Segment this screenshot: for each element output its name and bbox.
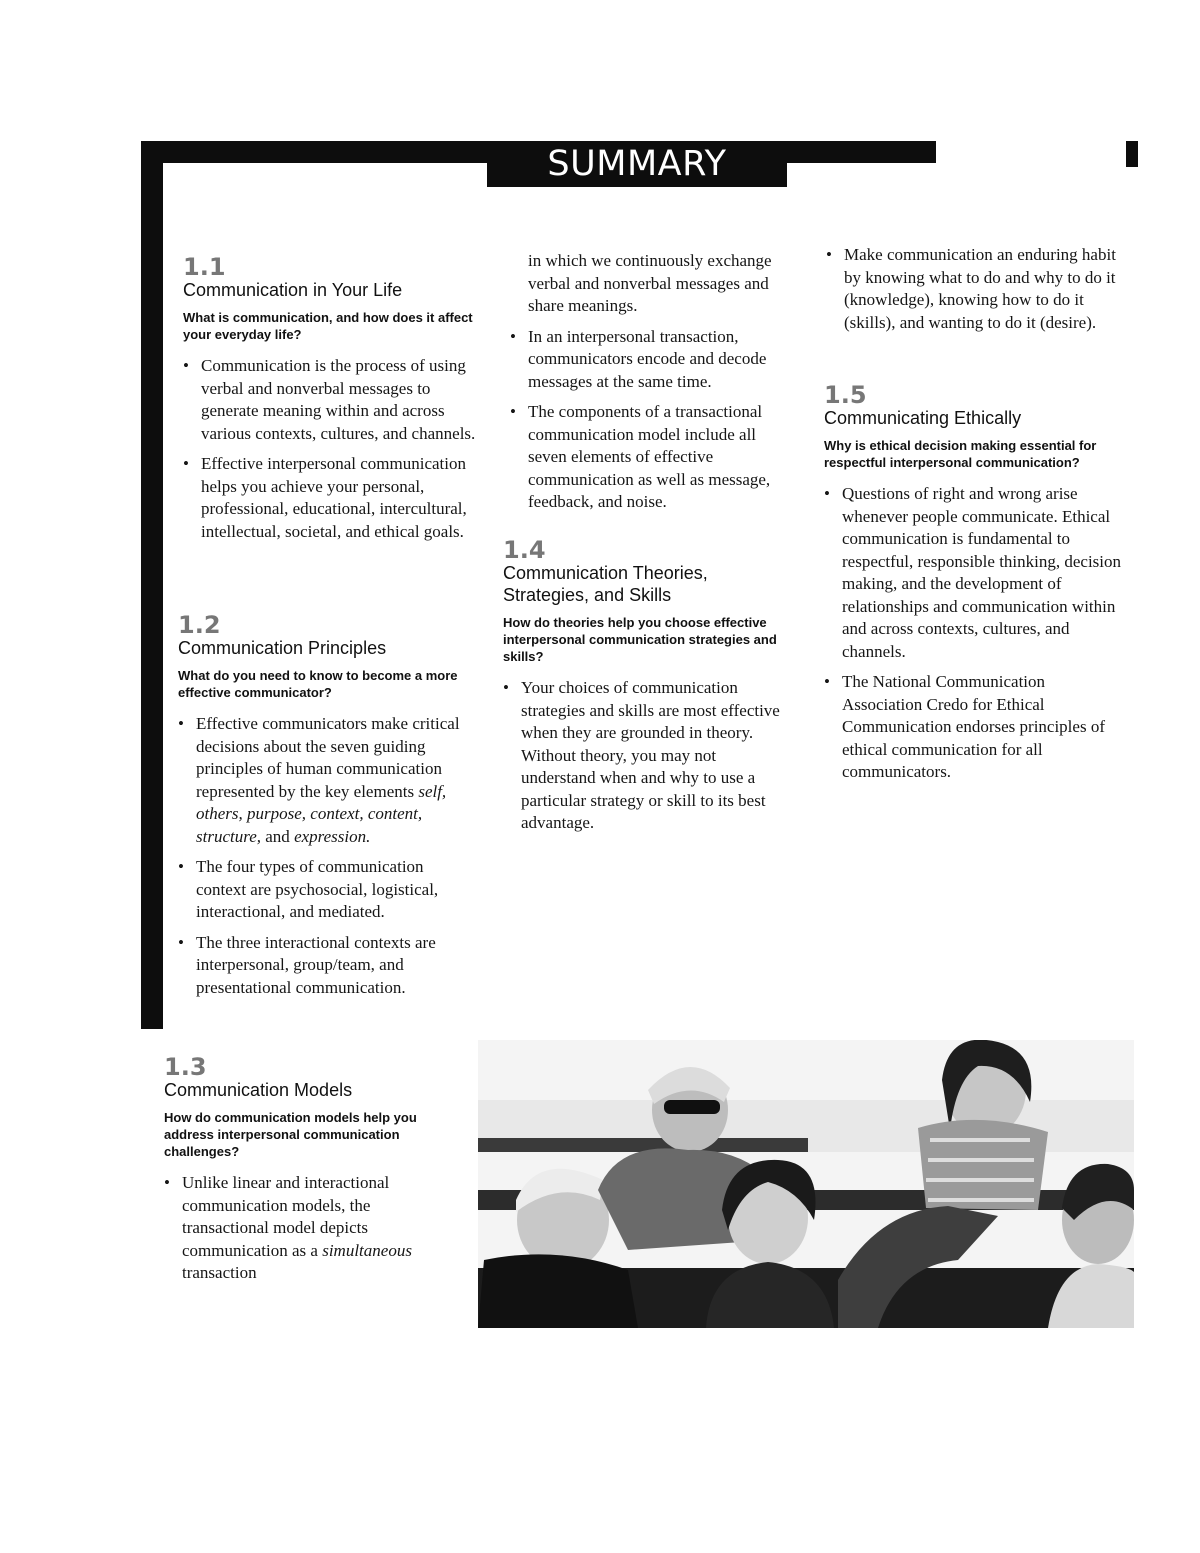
section-number: 1.4 (503, 536, 546, 564)
italic-simultaneous: simultaneous (322, 1240, 412, 1260)
bullet-item: • Make communication an enduring habit by knowing what to do and why to do it (knowledge), knowing how to do it (skills), and wanting to do it (desire). (826, 244, 1126, 334)
bullet-item: • Unlike linear and interactional communication models, the transactional model depicts communication as a simultaneous transaction (164, 1172, 459, 1285)
section-question: How do communication models help you address interpersonal communication challenges? (164, 1110, 417, 1159)
bullet-item: • In an interpersonal transaction, communicators encode and decode messages at the same time. (510, 326, 795, 394)
section-number: 1.2 (178, 611, 221, 639)
section-question: What do you need to know to become a more effective communicator? (178, 668, 458, 700)
continued-text: in which we continuously exchange verbal and nonverbal messages and share meanings. (528, 251, 772, 315)
section-number: 1.5 (824, 381, 867, 409)
bullet-list (824, 483, 1124, 784)
section-1-3 (164, 1055, 459, 1293)
section-question: What is communication, and how does it affect your everyday life? (183, 310, 473, 342)
bullet-item: • Effective interpersonal communication helps you achieve your personal, professional, educational, intercultural, intellectual, societal, and ethical goals. (183, 453, 485, 543)
italic-expression: expression. (294, 826, 371, 846)
bullet-list (503, 677, 793, 835)
group-of-students-photo (478, 1040, 1134, 1328)
bullet-item: • The components of a transactional communication model include all seven elements of effective communication as well as message, feedback, and noise. (510, 401, 795, 514)
summary-frame-left-bar (141, 141, 163, 1029)
bullet-list (164, 1172, 459, 1285)
summary-frame-top-right-bar (1126, 141, 1138, 167)
section-title: Communicating Ethically (824, 408, 1022, 428)
bullet-item: • The three interactional contexts are interpersonal, group/team, and presentational communication. (178, 932, 473, 1000)
section-1-4 (503, 538, 793, 843)
bullet-item: • Your choices of communication strategies and skills are most effective when they are grounded in theory. Without theory, you may not understand when and why to use a particular strategy or skill to its best advantage. (503, 677, 793, 835)
bullet-list (178, 713, 473, 999)
section-1-2 (178, 613, 473, 1007)
section-1-1 (183, 255, 485, 551)
section-title: Communication Principles (178, 638, 387, 658)
bullet-list (183, 355, 485, 543)
bullet-item: • The four types of communication context are psychosocial, logistical, interactional, and mediated. (178, 856, 473, 924)
bullet-list (510, 326, 795, 514)
italic-key-elements: self, others, purpose, context, content, structure, (196, 781, 447, 846)
section-title: Communication in Your Life (183, 280, 403, 300)
section-1-3-continued (510, 250, 795, 522)
summary-banner: SUMMARY (487, 141, 787, 187)
section-1-4-continued (826, 244, 1126, 342)
bullet-item: • Questions of right and wrong arise whenever people communicate. Ethical communication is fundamental to respectful, responsible thinking, decision making, and the development of relationships and communication within and across contexts, cultures, and channels. (824, 483, 1124, 663)
section-title: Communication Theories, Strategies, and Skills (503, 563, 708, 605)
section-question: How do theories help you choose effective interpersonal communication strategies and skills? (503, 615, 777, 664)
bullet-item: • Communication is the process of using verbal and nonverbal messages to generate meaning within and across various contexts, cultures, and channels. (183, 355, 485, 445)
section-question: Why is ethical decision making essential for respectful interpersonal communication? (824, 438, 1097, 470)
bullet-item: • Effective communicators make critical decisions about the seven guiding principles of human communication represented by the key elements self, others, purpose, context, content, structure, and expression. (178, 713, 473, 848)
bullet-item: • The National Communication Association Credo for Ethical Communication endorses principles of ethical communication for all communicators. (824, 671, 1124, 784)
section-number: 1.1 (183, 253, 226, 281)
section-number: 1.3 (164, 1053, 207, 1081)
bullet-list (826, 244, 1126, 334)
section-1-5 (824, 383, 1124, 792)
section-title: Communication Models (164, 1080, 353, 1100)
